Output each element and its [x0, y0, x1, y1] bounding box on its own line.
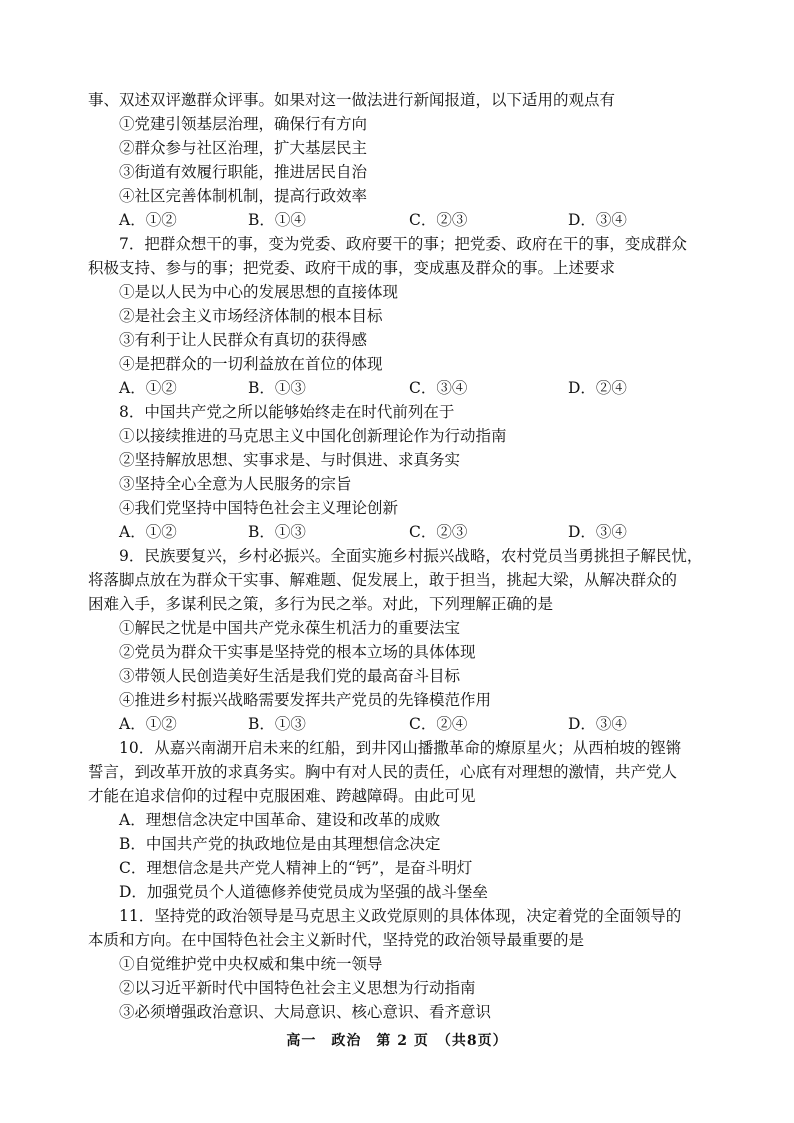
q10-option-d: D．加强党员个人道德修养使党员成为坚强的战斗堡垒 — [119, 883, 488, 901]
q6-option-c: C．②③ — [409, 211, 468, 229]
q11-item-1: ①自觉维护党中央权威和集中统一领导 — [119, 955, 383, 973]
q6-option-a: A．①② — [119, 211, 177, 229]
q7-stem-line-2: 积极支持、参与的事；把党委、政府干成的事，变成惠及群众的事。上述要求 — [88, 259, 616, 277]
q8-option-d: D．③④ — [568, 523, 627, 541]
q7-stem-line-1: 7．把群众想干的事，变为党委、政府要干的事；把党委、政府在干的事，变成群众 — [119, 235, 687, 253]
q11-item-3: ③必须增强政治意识、大局意识、核心意识、看齐意识 — [119, 1003, 492, 1021]
q8-item-4: ④我们党坚持中国特色社会主义理论创新 — [119, 499, 399, 517]
q7-item-3: ③有利于让人民群众有真切的获得感 — [119, 331, 368, 349]
q6-option-d: D．③④ — [568, 211, 627, 229]
q8-item-2: ②坚持解放思想、实事求是、与时俱进、求真务实 — [119, 451, 461, 469]
q8-item-1: ①以接续推进的马克思主义中国化创新理论作为行动指南 — [119, 427, 507, 445]
q9-item-1: ①解民之忧是中国共产党永葆生机活力的重要法宝 — [119, 619, 461, 637]
q8-item-3: ③坚持全心全意为人民服务的宗旨 — [119, 475, 352, 493]
q11-stem-line-2: 本质和方向。在中国特色社会主义新时代，坚持党的政治领导最重要的是 — [88, 931, 585, 949]
q9-option-c: C．②④ — [409, 715, 468, 733]
q9-stem-line-1: 9．民族要复兴，乡村必振兴。全面实施乡村振兴战略，农村党员当勇挑担子解民忧， — [119, 547, 703, 565]
q8-option-b: B．①③ — [248, 523, 306, 541]
q8-option-c: C．②③ — [409, 523, 468, 541]
q11-item-2: ②以习近平新时代中国特色社会主义思想为行动指南 — [119, 979, 476, 997]
q7-option-d: D．②④ — [568, 379, 627, 397]
q7-item-1: ①是以人民为中心的发展思想的直接体现 — [119, 283, 399, 301]
q7-item-4: ④是把群众的一切利益放在首位的体现 — [119, 355, 383, 373]
page-footer: 高一 政治 第 2 页 （共8页） — [286, 1033, 508, 1049]
q7-option-b: B．①③ — [248, 379, 306, 397]
q10-stem-line-2: 誓言，到改革开放的求真务实。胸中有对人民的责任，心底有对理想的激情，共产党人 — [88, 763, 678, 781]
q8-option-a: A．①② — [119, 523, 177, 541]
q8-stem-line-1: 8．中国共产党之所以能够始终走在时代前列在于 — [119, 403, 455, 421]
q7-item-2: ②是社会主义市场经济体制的根本目标 — [119, 307, 383, 325]
q7-option-a: A．①② — [119, 379, 177, 397]
q10-option-a: A．理想信念决定中国革命、建设和改革的成败 — [119, 811, 441, 829]
q11-stem-line-1: 11．坚持党的政治领导是马克思主义政党原则的具体体现，决定着党的全面领导的 — [119, 907, 682, 925]
q6-item-4: ④社区完善体制机制，提高行政效率 — [119, 187, 368, 205]
q6-stem-continued: 事、双述双评邀群众评事。如果对这一做法进行新闻报道，以下适用的观点有 — [88, 91, 616, 109]
q10-stem-line-1: 10．从嘉兴南湖开启未来的红船，到井冈山播撒革命的燎原星火；从西柏坡的铿锵 — [119, 739, 682, 757]
q10-option-b: B．中国共产党的执政地位是由其理想信念决定 — [119, 835, 441, 853]
q6-option-b: B．①④ — [248, 211, 306, 229]
q6-item-3: ③街道有效履行职能，推进居民自治 — [119, 163, 368, 181]
q9-item-3: ③带领人民创造美好生活是我们党的最高奋斗目标 — [119, 667, 461, 685]
q6-item-2: ②群众参与社区治理，扩大基层民主 — [119, 139, 368, 157]
q6-item-1: ①党建引领基层治理，确保行有方向 — [119, 115, 368, 133]
q9-item-2: ②党员为群众干实事是坚持党的根本立场的具体体现 — [119, 643, 476, 661]
q10-option-c: C．理想信念是共产党人精神上的“钙”，是奋斗明灯 — [119, 859, 473, 877]
q10-stem-line-3: 才能在追求信仰的过程中克服困难、跨越障碍。由此可见 — [88, 787, 476, 805]
q9-option-b: B．①③ — [248, 715, 306, 733]
q9-stem-line-2: 将落脚点放在为群众干实事、解难题、促发展上，敢于担当，挑起大梁，从解决群众的 — [88, 571, 678, 589]
q9-option-a: A．①② — [119, 715, 177, 733]
q9-stem-line-3: 困难入手，多谋利民之策，多行为民之举。对此，下列理解正确的是 — [88, 595, 554, 613]
q9-item-4: ④推进乡村振兴战略需要发挥共产党员的先锋模范作用 — [119, 691, 492, 709]
q7-option-c: C．③④ — [409, 379, 468, 397]
q9-option-d: D．③④ — [568, 715, 627, 733]
